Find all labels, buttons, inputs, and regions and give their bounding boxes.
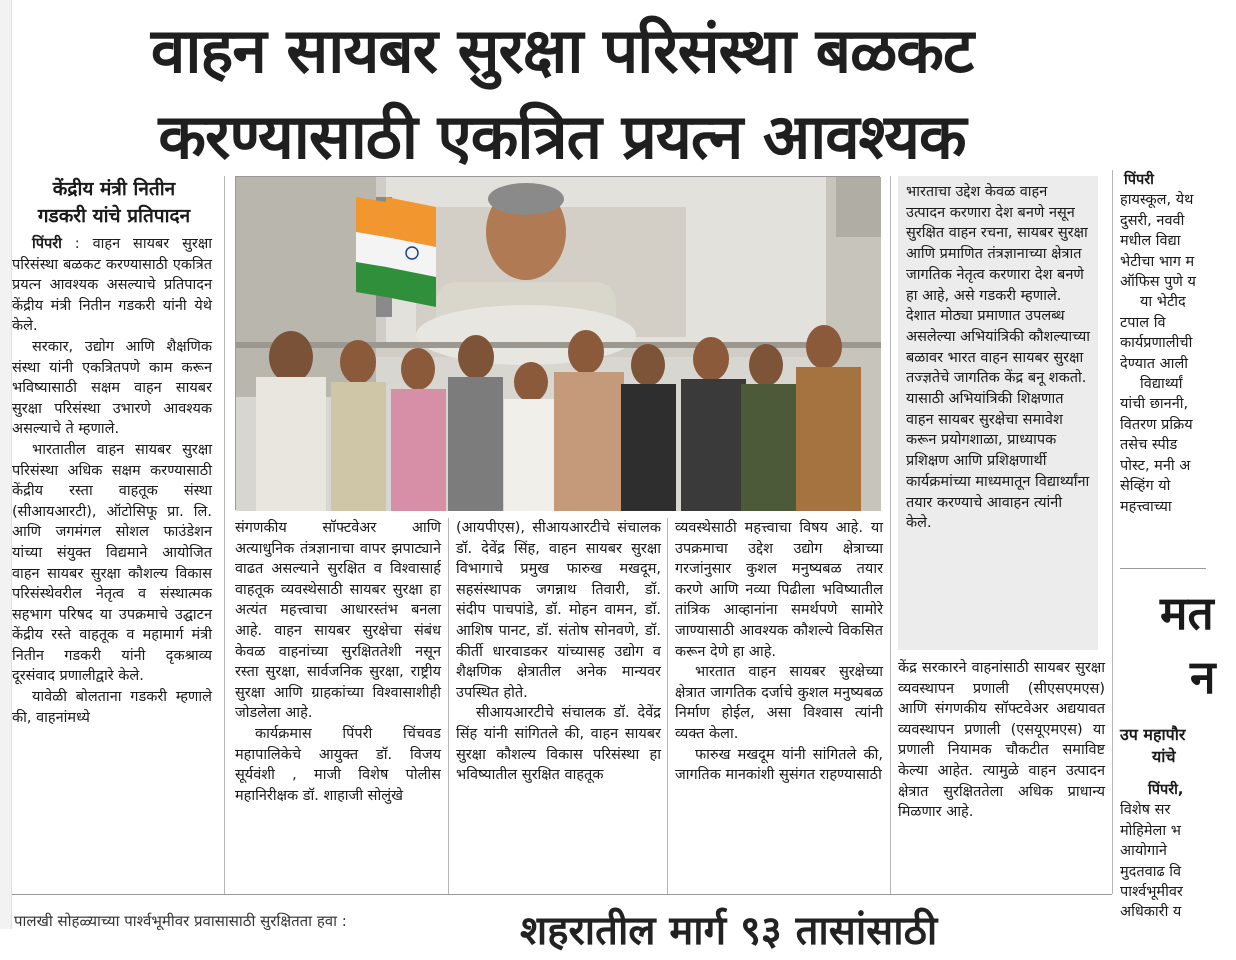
adjacent-line: ऑफिस पुणे य: [1120, 274, 1196, 291]
article-paragraph: यावेळी बोलताना गडकरी म्हणाले की, वाहनांमध्ये: [12, 689, 212, 726]
adjacent-line: मधील विद्या: [1120, 233, 1181, 250]
subheadline-line-1: केंद्रीय मंत्री नितीन: [52, 178, 176, 200]
adjacent-dateline: पिंपरी,: [1148, 782, 1184, 798]
adjacent-line: या भेटीद: [1140, 294, 1186, 311]
adjacent-line: विशेष सर: [1120, 802, 1171, 819]
column-rule: [448, 518, 449, 894]
photo-illustration: [236, 177, 881, 511]
bottom-headline: शहरातील मार्ग ९३ तासांसाठी: [520, 908, 938, 954]
adjacent-line: आयोगाने: [1120, 843, 1167, 860]
adjacent-line: महत्त्वाच्या: [1120, 498, 1172, 515]
adjacent-line: टपाल वि: [1120, 314, 1166, 331]
adjacent-line: पार्श्वभूमीवर: [1120, 884, 1183, 901]
subheadline: [14, 176, 214, 230]
adjacent-subhead-line: उप महापौर: [1120, 725, 1186, 744]
highlight-box: [898, 176, 1098, 650]
adjacent-line: तसेच स्पीड: [1120, 437, 1178, 454]
adjacent-line: यांची छाननी,: [1120, 396, 1189, 413]
article-paragraph: कार्यक्रमास पिंपरी चिंचवड महापालिकेचे आयुक्त डॉ. विजय सूर्यवंशी , माजी विशेष पोलीस महानिरीक्षक डॉ. शाहाजी सोलुंखे: [235, 725, 441, 804]
adjacent-article: [1120, 170, 1206, 517]
page-gutter: [0, 0, 12, 929]
column-rule: [224, 176, 225, 894]
article-paragraph: व्यवस्थेसाठी महत्त्वाचा विषय आहे. या उपक्रमाचा उद्देश उद्योग क्षेत्राच्या गरजांनुसार कुशल मनुष्यबळ तयार करणे आणि नव्या पिढीला भविष्यातील तांत्रिक आव्हानांना समर्थपणे सामोरे जाण्यासाठी आवश्यक कौशल्ये विकसित करून देणे हा आहे.: [675, 520, 883, 660]
headline-line-2: करण्यासाठी एकत्रित प्रयत्न आवश्यक: [158, 100, 966, 173]
column-rule: [1112, 170, 1113, 894]
adjacent-line: हायस्कूल, येथ: [1120, 192, 1194, 209]
article-column-3: [456, 518, 661, 786]
adjacent-headline: मत: [1160, 586, 1214, 640]
adjacent-line: मुदतवाढ वि: [1120, 863, 1182, 880]
headline-line-1: वाहन सायबर सुरक्षा परिसंस्था बळकट: [150, 14, 974, 87]
article-paragraph: (आयपीएस), सीआयआरटीचे संचालक डॉ. देवेंद्र सिंह, वाहन सायबर सुरक्षा विभागाचे प्रमुख फारुख मखदूम, सहसंस्थापक जगन्नाथ तिवारी, डॉ. संदीप पाचपांडे, डॉ. मोहन वामन, डॉ. आशिष पानट, डॉ. संतोष सोनवणे, डॉ. कीर्ती धारवाडकर यांच्यासह उद्योग व शैक्षणिक क्षेत्रातील अनेक मान्यवर उपस्थित होते.: [456, 520, 661, 701]
dateline: पिंपरी: [32, 236, 62, 252]
article-paragraph: फारुख मखदूम यांनी सांगितले की, जागतिक मानकांशी सुसंगत राहण्यासाठी: [675, 746, 883, 784]
adjacent-headline: न: [1190, 650, 1216, 704]
column-rule: [890, 176, 891, 894]
article-paragraph: [12, 234, 212, 337]
section-divider: [1120, 568, 1206, 569]
subheadline-line-2: गडकरी यांचे प्रतिपादन: [37, 205, 191, 227]
article-column-4: [675, 518, 883, 786]
article-paragraph: सरकार, उद्योग आणि शैक्षणिक संस्था यांनी एकत्रितपणे काम करून भविष्यासाठी सक्षम वाहन सायबर सुरक्षा परिसंस्था उभारणे आवश्यक असल्याचे ते म्हणाले.: [12, 338, 212, 438]
highlight-text: भारताचा उद्देश केवळ वाहन उत्पादन करणारा देश बनणे नसून सुरक्षित वाहन रचना, सायबर सुरक्षा आणि प्रमाणित तंत्रज्ञानाच्या क्षेत्रात जागतिक नेतृत्व करणारा देश बनणे हा आहे, असे गडकरी म्हणाले. देशात मोठ्या प्रमाणात उपलब्ध असलेल्या अभियांत्रिकी कौशल्याच्या बळावर भारत वाहन सायबर सुरक्षा तज्ज्ञतेचे जागतिक केंद्र बनू शकतो. यासाठी अभियांत्रिकी शिक्षणात वाहन सायबर सुरक्षेचा समावेश करून प्रयोगशाळा, प्राध्यापक प्रशिक्षण आणि प्रशिक्षणार्थी कार्यक्रमांच्या माध्यमातून विद्यार्थ्यांना तयार करण्याचे आवाहन त्यांनी केले.: [906, 184, 1091, 532]
paragraph-text: : वाहन सायबर सुरक्षा परिसंस्था बळकट करण्यासाठी एकत्रित प्रयत्न आवश्यक असल्याचे प्रतिपादन केंद्रीय मंत्री नितीन गडकरी यांनी येथे केले.: [12, 236, 212, 335]
bottom-article-text: पालखी सोहळ्याच्या पार्श्वभूमीवर प्रवासासाठी सुरक्षितता हवा :: [14, 912, 347, 930]
article-paragraph: संगणकीय सॉफ्टवेअर आणि अत्याधुनिक तंत्रज्ञानाचा वापर झपाट्याने वाढत असल्याने सुरक्षित व विश्वासार्ह वाहतूक व्यवस्थेसाठी सायबर सुरक्षा हा अत्यंत महत्त्वाचा आधारस्तंभ बनला आहे. वाहन सायबर सुरक्षेचा संबंध केवळ वाहनांच्या सुरक्षिततेशी नसून रस्ता सुरक्षा, सार्वजनिक सुरक्षा, राष्ट्रीय सुरक्षा आणि ग्राहकांच्या विश्वासाशीही जोडलेला आहे.: [235, 520, 441, 722]
news-photo: [235, 176, 880, 510]
adjacent-line: विद्यार्थ्यां: [1140, 376, 1183, 393]
headline: [12, 8, 1112, 180]
adjacent-dateline: पिंपरी: [1124, 172, 1154, 188]
article-column-5: [898, 658, 1105, 823]
article-paragraph: भारतातील वाहन सायबर सुरक्षा परिसंस्था अधिक सक्षम करण्यासाठी केंद्रीय रस्ता वाहतूक संस्था (सीआयआरटी), ऑटोसिफू प्रा. लि. आणि जगमंगल सोशल फाउंडेशन यांच्या संयुक्त विद्यमाने आयोजित वाहन सायबर सुरक्षा कौशल्य विकास परिसंस्थेवरील नेतृत्व व संस्थात्मक सहभाग परिषद या उपक्रमाचे उद्घाटन केंद्रीय रस्ते वाहतूक व महामार्ग मंत्री नितीन गडकरी यांनी दृकश्राव्य दूरसंवाद प्रणालीद्वारे केले.: [12, 441, 212, 685]
article-paragraph: सीआयआरटीचे संचालक डॉ. देवेंद्र सिंह यांनी सांगितले की, वाहन सायबर सुरक्षा कौशल्य विकास परिसंस्था हा भविष्यातील सुरक्षित वाहतूक: [456, 705, 661, 784]
adjacent-line: दुसरी, नववी: [1120, 212, 1185, 229]
article-paragraph: केंद्र सरकारने वाहनांसाठी सायबर सुरक्षा व्यवस्थापन प्रणाली (सीएसएमएस) आणि संगणकीय सॉफ्टवेअर अद्ययावत व्यवस्थापन प्रणाली (एसयूएमएस) या प्रणाली नियामक चौकटीत समाविष्ट केल्या आहेत. त्यामुळे वाहन उत्पादन क्षेत्रात सुरक्षिततेला अधिक प्राधान्य मिळणार आहे.: [898, 660, 1105, 821]
adjacent-subhead-line: यांचे: [1152, 747, 1176, 766]
adjacent-article-2: [1120, 780, 1206, 923]
article-column-1: [12, 234, 212, 728]
adjacent-line: सेव्हिंग यो: [1120, 478, 1171, 495]
article-paragraph: भारतात वाहन सायबर सुरक्षेच्या क्षेत्रात जागतिक दर्जाचे कुशल मनुष्यबळ निर्माण होईल, असा विश्वास त्यांनी व्यक्त केला.: [675, 664, 883, 742]
section-divider: [12, 894, 1112, 895]
adjacent-line: अधिकारी य: [1120, 904, 1182, 921]
column-rule: [667, 518, 668, 894]
adjacent-line: मोहिमेला भ: [1120, 822, 1181, 839]
adjacent-subhead: [1120, 724, 1206, 768]
adjacent-line: देण्यात आली: [1120, 355, 1189, 372]
adjacent-line: वितरण प्रक्रिय: [1120, 416, 1193, 433]
adjacent-line: पोस्ट, मनी अ: [1120, 457, 1191, 474]
adjacent-line: कार्यप्रणालीची: [1120, 335, 1193, 352]
adjacent-line: भेटीचा भाग म: [1120, 253, 1195, 270]
article-column-2: [235, 518, 441, 806]
